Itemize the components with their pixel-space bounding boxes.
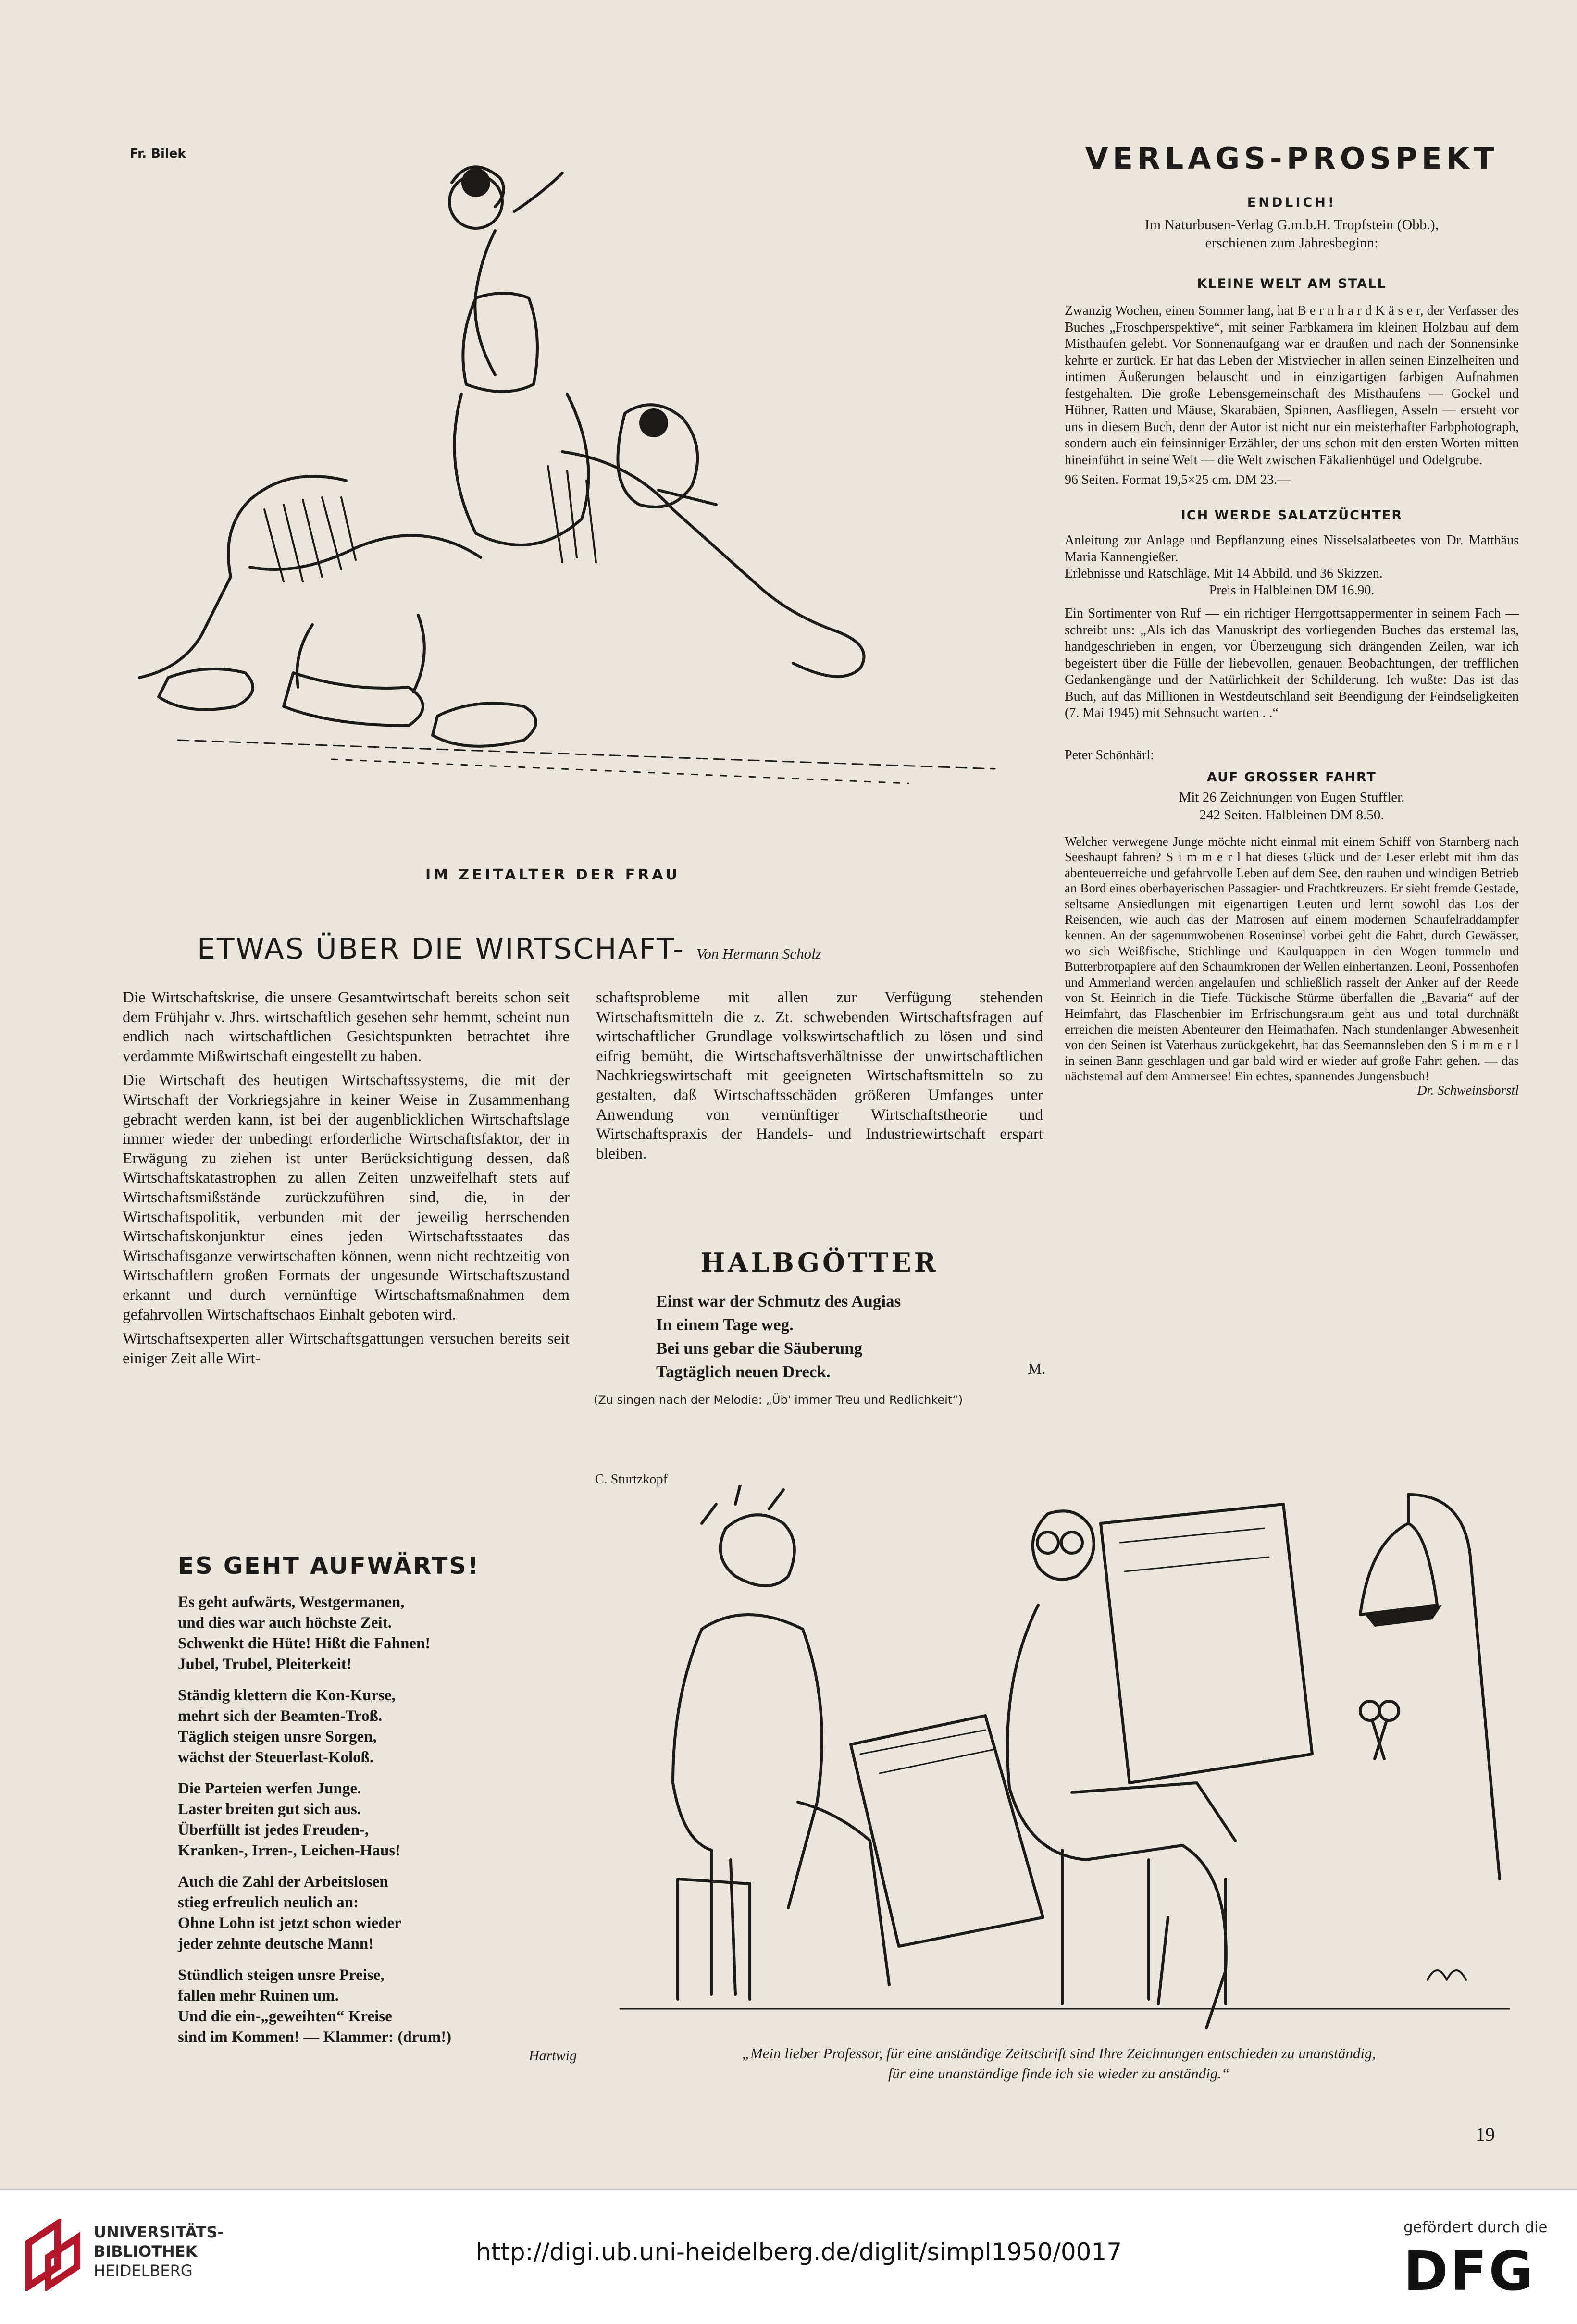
article-col2-p1: schaftsprobleme mit allen zur Verfügung stehenden Wirtschaftsmitteln die z. Zt. schwebenden Wirtschaftsfragen auf wirtschaftlicher Grundlage volkswirtschaftlich zu lösen und sind eifrig bemüht, die Wirtschaftsverhältnisse der unwirtschaftlichen Nachkriegswirtschaft mit geeigneten Wirtschaftsmitteln so zu gestalten, daß Wirtschaftsschäden größeren Umfanges unter Anwendung von vernünftiger Wirtschaftstheorie und Wirtschaftspraxis der Handels- und Industriewirtschaft erspart bleiben. <box>596 989 1043 1162</box>
book1-title: KLEINE WELT AM STALL <box>1197 276 1387 291</box>
verlag-intro-heading: ENDLICH! <box>1247 195 1337 210</box>
library-logo-icon <box>19 2219 87 2291</box>
cartoon-woman-riding-man <box>130 154 1019 836</box>
article-heading <box>197 932 1062 966</box>
artist-credit-top: Fr. Bilek <box>130 147 186 161</box>
funded-by-label: gefördert durch die <box>1403 2219 1548 2236</box>
halbgoetter-note: (Zu singen nach der Melodie: „Üb' immer Treu und Redlichkeit“) <box>594 1393 963 1407</box>
library-footer <box>0 2189 1577 2324</box>
book2-review: Ein Sortimenter von Ruf — ein richtiger Herrgottsappermenter in seinem Fach — schreibt uns: „Als ich das Manuskript des vorliegenden Buches das erstemal las, handgeschrieben in engen, vor Überzeugung sich drängenden Zeilen, war ich begeistert über die Fülle der liebevollen, genauen Beobachtungen, der trefflichen Gedankengänge und der Natürlichkeit der Schilderung. Ich wußte: Das ist das Buch, auf das Millionen in Westdeutschland seit Beendigung der Feindseligkeiten (7. Mai 1945) mit Sehnsucht warten . .“ <box>1065 606 1519 720</box>
book1-details: 96 Seiten. Format 19,5×25 cm. DM 23.— <box>1065 472 1291 487</box>
library-name-line3: HEIDELBERG <box>94 2262 193 2280</box>
poem-line: Und die ein-„geweihten“ Kreise <box>178 2008 392 2025</box>
poem-line: Ständig klettern die Kon-Kurse, <box>178 1687 396 1704</box>
poem-line: Überfüllt ist jedes Freuden-, <box>178 1821 369 1839</box>
poem-line: Jubel, Trubel, Pleiterkeit! <box>178 1656 352 1673</box>
cartoon-professor-editor <box>591 1485 1528 2033</box>
cartoon-top-caption: IM ZEITALTER DER FRAU <box>425 866 681 883</box>
poem-line: Ohne Lohn ist jetzt schon wieder <box>178 1915 401 1932</box>
halbgoetter-line: In einem Tage weg. <box>656 1315 794 1334</box>
library-name <box>94 2223 224 2280</box>
book3-text: Welcher verwegene Junge möchte nicht einmal mit einem Schiff von Starnberg nach Seeshaupt fahren? S i m m e r l hat dieses Glück und der Leser erlebt mit ihm das abenteuerreiche und gefahrvolle Leben auf dem See, den rauhen und windigen Betrieb an Bord eines oberbayerischen Passagier- und Frachtkreuzers. Er sieht fremde Gestade, seltsame Ansiedlungen mit eigenartigen Leuten und lernt sowohl das Los der Reisenden, wie auch das der Matrosen auf einem modernen Schaufelraddampfer kennen. An der sagenumwobenen Roseninsel vorbei geht die Fahrt, durch Gewässer, wo sich Weißfische, Stichlinge und Kaulquappen in den Wogen tummeln und Butterbrotpapiere auf den Schaumkronen der Wellen einhertanzen. Leoni, Possenhofen und Ammerland werden angelaufen und schließlich rasselt der Anker auf der Reede von St. Heinrich in die Tiefe. Tückische Stürme überfallen die „Bavaria“ auf der Heimfahrt, das Flaschenbier im Erfrischungsraum geht aus und total durchnäßt erreichen die meisten Abenteurer den Heimathafen. Nach stundenlanger Abwesenheit von den Seinen ist Vaterhaus zurückgekehrt, hat das Seemannsleben den S i m m e r l in seinen Bann geschlagen und gar bald wird er wieder auf große Fahrt gehen. — das nächstemal auf dem Ammersee! Ein echtes, spannendes Jungensbuch! <box>1065 834 1519 1084</box>
book3-title: AUF GROSSER FAHRT <box>1207 769 1377 785</box>
poem-line: wächst der Steuerlast-Koloß. <box>178 1749 374 1766</box>
book3-author: Peter Schönhärl: <box>1065 747 1154 763</box>
poem-line: und dies war auch höchste Zeit. <box>178 1614 392 1632</box>
aufwaerts-stanza-2 <box>178 1685 577 1768</box>
aufwaerts-title: ES GEHT AUFWÄRTS! <box>178 1552 480 1580</box>
digital-copy-link[interactable]: http://digi.ub.uni-heidelberg.de/diglit/simpl1950/0017 <box>476 2238 1122 2266</box>
poem-line: Es geht aufwärts, Westgermanen, <box>178 1594 405 1611</box>
article-col1-p2: Die Wirtschaft des heutigen Wirtschaftssystems, die mit der Wirtschaft der Vorkriegsjahre in keiner Weise in Zusammenhang gebracht werden kann, ist bei der augenblicklichen Wirtschaftslage immer wieder der unbedingt erforderliche Wirtschaftsfaktor, der in Erwägung zu ziehen ist unter Berücksichtigung dessen, daß Wirtschaftskatastrophen zu allen Zeiten unzweifelhaft stets auf Wirtschaftsmißstände zurückzuführen sind, die, in der Wirtschaftspolitik, verbunden mit der jeweilig herrschenden Wirtschaftskonjunktur eines jeden Wirtschaftsstaates das Wirtschaftsganze verwirtschaften können, wenn nicht rechtzeitig von Wirtschaftlern großen Formats der ungesunde Wirtschaftszustand erkannt und durch vernünftige Wirtschaftsmaßnahmen dem gefahrvollen Wirtschaftschaos Einhalt geboten wird. <box>123 1072 570 1323</box>
book3-line2: 242 Seiten. Halbleinen DM 8.50. <box>1199 807 1384 823</box>
cartoon-bottom-caption-line1: „Mein lieber Professor, für eine anständige Zeitschrift sind Ihre Zeichnungen entschieden zu unanständig, <box>742 2045 1376 2062</box>
aufwaerts-signature: Hartwig <box>528 2048 577 2064</box>
poem-line: fallen mehr Ruinen um. <box>178 1987 339 2004</box>
page-number: 19 <box>1476 2124 1495 2145</box>
poem-line: mehrt sich der Beamten-Troß. <box>178 1707 383 1725</box>
article-title: ETWAS ÜBER DIE WIRTSCHAFT- <box>197 932 685 966</box>
book2-title: ICH WERDE SALATZÜCHTER <box>1180 508 1403 523</box>
article-col1-p3: Wirtschaftsexperten aller Wirtschaftsgattungen versuchen bereits seit einiger Zeit alle Wirt- <box>123 1330 570 1367</box>
library-logo <box>19 2219 87 2291</box>
verlag-title: VERLAGS-PROSPEKT <box>1085 141 1499 176</box>
aufwaerts-stanza-4 <box>178 1872 577 1954</box>
poem-line: Kranken-, Irren-, Leichen-Haus! <box>178 1842 401 1859</box>
halbgoetter-title: HALBGÖTTER <box>700 1247 939 1278</box>
article-byline: Von Hermann Scholz <box>696 945 821 962</box>
poem-line: Schwenkt die Hüte! Hißt die Fahnen! <box>178 1635 431 1652</box>
dfg-logo: DFG <box>1403 2240 1535 2303</box>
library-name-line1: UNIVERSITÄTS- <box>94 2223 224 2241</box>
book3-line1: Mit 26 Zeichnungen von Eugen Stuffler. <box>1179 789 1405 805</box>
verlag-intro-line1: Im Naturbusen-Verlag G.m.b.H. Tropfstein (Obb.), <box>1144 217 1439 233</box>
article-column-2 <box>596 988 1043 1168</box>
book1-text: Zwanzig Wochen, einen Sommer lang, hat B e r n h a r d K ä s e r, der Verfasser des Buches „Froschperspektive“, mit seiner Farbkamera im kleinen Holzbau auf dem Misthaufen gelebt. Vor Sonnenaufgang war er draußen und nach der Sonnensinke kehrte er zurück. Er hat das Leben der Mistviecher in allen seinen Einzelheiten und intimen Äußerungen belauscht und in einzigartigen farbigen Aufnahmen festgehalten. Die große Lebensgemeinschaft des Misthaufens — Gockel und Hühner, Ratten und Mäuse, Skarabäen, Spinnen, Aasfliegen, Asseln — ersteht vor uns in diesem Buch, denn der Autor ist nicht nur ein meisterhafter Farbphotograph, sondern auch ein feinsinniger Erzähler, der uns schon mit den ersten Worten mitten hineinführt in seine Welt — die Welt zwischen Fäkalienhügel und Odelgrube. <box>1065 303 1519 468</box>
poem-line: Die Parteien werfen Junge. <box>178 1780 361 1797</box>
poem-line: jeder zehnte deutsche Mann! <box>178 1935 374 1953</box>
cartoon-drawing-bottom <box>591 1485 1528 2033</box>
article-column-1 <box>123 988 570 1373</box>
halbgoetter-signature: M. <box>1028 1360 1045 1377</box>
book3-signature: Dr. Schweinsborstl <box>1417 1083 1519 1098</box>
poem-line: Stündlich steigen unsre Preise, <box>178 1966 385 1984</box>
poem-line: stieg erfreulich neulich an: <box>178 1894 359 1911</box>
poem-line: Täglich steigen unsre Sorgen, <box>178 1728 377 1745</box>
library-name-line2: BIBLIOTHEK <box>94 2242 198 2261</box>
poem-line: sind im Kommen! — Klammer: (drum!) <box>178 2028 452 2046</box>
halbgoetter-line: Bei uns gebar die Säuberung <box>656 1339 863 1358</box>
halbgoetter-lines <box>594 1289 1045 1384</box>
book2-line3: Preis in Halbleinen DM 16.90. <box>1209 582 1375 598</box>
cartoon-bottom-caption-line2: für eine unanständige finde ich sie wieder zu anständig.“ <box>888 2065 1230 2082</box>
aufwaerts-stanza-5 <box>178 1965 577 2048</box>
book2-line2: Erlebnisse und Ratschläge. Mit 14 Abbild. und 36 Skizzen. <box>1065 566 1383 581</box>
aufwaerts-poem <box>178 1552 577 2064</box>
halbgoetter-poem <box>594 1247 1045 1407</box>
article-col1-p1: Die Wirtschaftskrise, die unsere Gesamtwirtschaft bereits schon seit dem Frühjahr v. Jhrs. wirtschaftlich gesehen sehr hemmt, scheint nun endlich nach wirtschaftlichen Gesichtspunkten betrachtet ihre verdammte Mißwirtschaft eingestellt zu haben. <box>123 989 570 1065</box>
book2-line1: Anleitung zur Anlage und Bepflanzung eines Nisselsalatbeetes von Dr. Matthäus Maria Kannengießer. <box>1065 533 1519 565</box>
poem-line: Auch die Zahl der Arbeitslosen <box>178 1873 388 1891</box>
aufwaerts-stanza-3 <box>178 1779 577 1861</box>
aufwaerts-stanza-1 <box>178 1592 577 1675</box>
poem-line: Laster breiten gut sich aus. <box>178 1801 361 1818</box>
cartoon-drawing-top <box>130 154 1019 836</box>
halbgoetter-line: Einst war der Schmutz des Augias <box>656 1292 901 1310</box>
artist-credit-bottom: C. Sturtzkopf <box>595 1472 668 1487</box>
halbgoetter-line: Tagtäglich neuen Dreck. <box>656 1362 831 1381</box>
verlag-column <box>1065 139 1519 1099</box>
cartoon-bottom-caption <box>590 2045 1527 2082</box>
verlag-intro-line2: erschienen zum Jahresbeginn: <box>1205 235 1378 251</box>
